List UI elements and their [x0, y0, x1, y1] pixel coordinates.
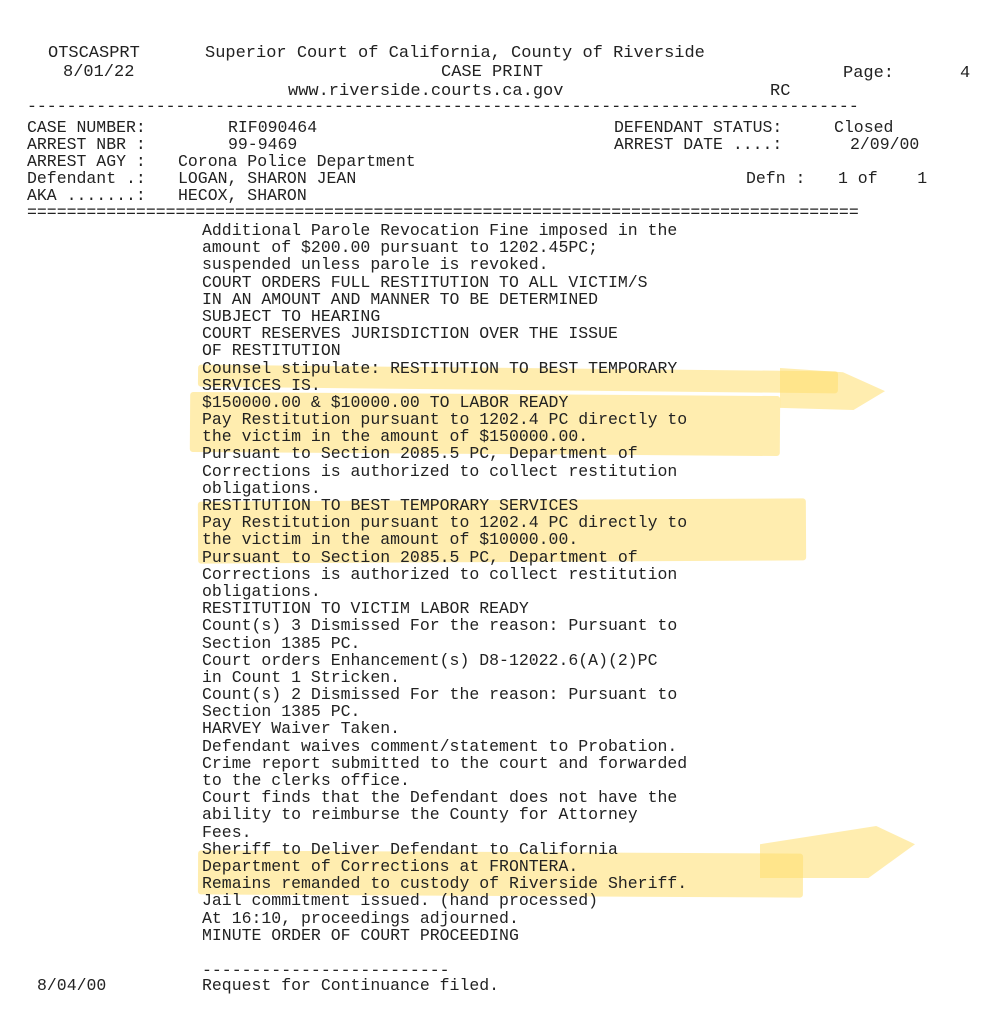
program-id: OTSCASPRT [48, 44, 140, 63]
body-line: COURT RESERVES JURISDICTION OVER THE ISSUE [202, 324, 618, 344]
body-line: ability to reimburse the County for Attorney [202, 805, 638, 825]
arrest-agy: Corona Police Department [178, 152, 416, 171]
aka-label: AKA .......: [27, 186, 146, 205]
court-title: Superior Court of California, County of Riverside [205, 44, 705, 63]
arrest-date-label: ARREST DATE ....: [614, 135, 783, 154]
body-line: IN AN AMOUNT AND MANNER TO BE DETERMINED [202, 289, 599, 309]
body-line: Section 1385 PC. [202, 702, 361, 722]
body-line: Pay Restitution pursuant to 1202.4 PC directly to [202, 513, 688, 533]
defn-label: Defn : [746, 169, 806, 188]
body-line: Crime report submitted to the court and forwarded [202, 753, 688, 773]
proceeding-text [202, 222, 842, 944]
body-line: Section 1385 PC. [202, 633, 361, 653]
body-line: suspended unless parole is revoked. [202, 255, 549, 275]
body-line: RESTITUTION TO VICTIM LABOR READY [202, 599, 529, 619]
body-line: Department of Corrections at FRONTERA. [202, 856, 579, 876]
body-line: SUBJECT TO HEARING [202, 306, 381, 326]
body-line: $150000.00 & $10000.00 TO LABOR READY [202, 392, 569, 412]
body-line: Count(s) 2 Dismissed For the reason: Pursuant to [202, 685, 678, 705]
body-line: Sheriff to Deliver Defendant to California [202, 839, 618, 859]
arrest-nbr-label: ARREST NBR : [27, 135, 146, 154]
body-line: Corrections is authorized to collect restitution [202, 564, 678, 584]
status-label: DEFENDANT STATUS: [614, 118, 783, 137]
body-line: Corrections is authorized to collect restitution [202, 461, 678, 481]
doc-title: CASE PRINT [441, 63, 544, 82]
defendant-name: LOGAN, SHARON JEAN [178, 169, 357, 188]
body-line: obligations. [202, 581, 321, 601]
entry-date: 8/04/00 [37, 976, 107, 995]
body-line: Defendant waives comment/statement to Probation. [202, 736, 678, 756]
entry-divider: ------------------------- [202, 962, 450, 979]
defendant-label: Defendant .: [27, 169, 146, 188]
body-line: Additional Parole Revocation Fine imposed in the [202, 221, 678, 240]
body-line: amount of $200.00 pursuant to 1202.45PC; [202, 238, 599, 258]
body-line: Pursuant to Section 2085.5 PC, Department of [202, 547, 638, 567]
arrest-agy-label: ARREST AGY : [27, 152, 146, 171]
website: www.riverside.courts.ca.gov [288, 82, 564, 101]
body-line: Fees. [202, 822, 252, 842]
print-date: 8/01/22 [63, 63, 135, 82]
entry-text: Request for Continuance filed. [202, 976, 500, 995]
status-value: Closed [834, 118, 894, 137]
body-line: in Count 1 Stricken. [202, 667, 401, 687]
body-line: obligations. [202, 478, 321, 498]
body-line: HARVEY Waiver Taken. [202, 719, 401, 739]
body-line: MINUTE ORDER OF COURT PROCEEDING [202, 925, 519, 945]
arrest-nbr: 99-9469 [228, 135, 298, 154]
body-line: RESTITUTION TO BEST TEMPORARY SERVICES [202, 496, 579, 515]
body-line: Jail commitment issued. (hand processed) [202, 891, 599, 911]
body-line: Pay Restitution pursuant to 1202.4 PC directly to [202, 410, 688, 430]
header-divider: ------------------------------------------------------------------------------------ [27, 98, 859, 115]
body-line: to the clerks office. [202, 771, 410, 790]
body-line: Court finds that the Defendant does not have the [202, 788, 678, 808]
arrest-date: 2/09/00 [850, 135, 920, 154]
case-number: RIF090464 [228, 118, 318, 137]
body-line: the victim in the amount of $150000.00. [202, 427, 589, 447]
page-number: 4 [960, 64, 971, 83]
body-line: COURT ORDERS FULL RESTITUTION TO ALL VICTIM/S [202, 272, 648, 292]
body-line: Remains remanded to custody of Riverside Sheriff. [202, 874, 688, 894]
body-line: the victim in the amount of $10000.00. [202, 530, 579, 550]
case-number-label: CASE NUMBER: [27, 118, 146, 137]
defn-value: 1 of 1 [838, 169, 928, 188]
body-line: At 16:10, proceedings adjourned. [202, 908, 519, 928]
body-line: Pursuant to Section 2085.5 PC, Department of [202, 444, 638, 464]
aka-name: HECOX, SHARON [178, 186, 307, 205]
body-line: Court orders Enhancement(s) D8-12022.6(A)(2)PC [202, 650, 658, 670]
body-line: Counsel stipulate: RESTITUTION TO BEST TEMPORARY [202, 358, 678, 378]
rc-label: RC [770, 82, 791, 101]
body-line: OF RESTITUTION [202, 341, 341, 361]
body-line: Count(s) 3 Dismissed For the reason: Pursuant to [202, 616, 678, 636]
body-line: SERVICES IS. [202, 375, 321, 395]
section-divider: ==================================================================================== [27, 204, 859, 221]
page-label: Page: [843, 64, 895, 83]
